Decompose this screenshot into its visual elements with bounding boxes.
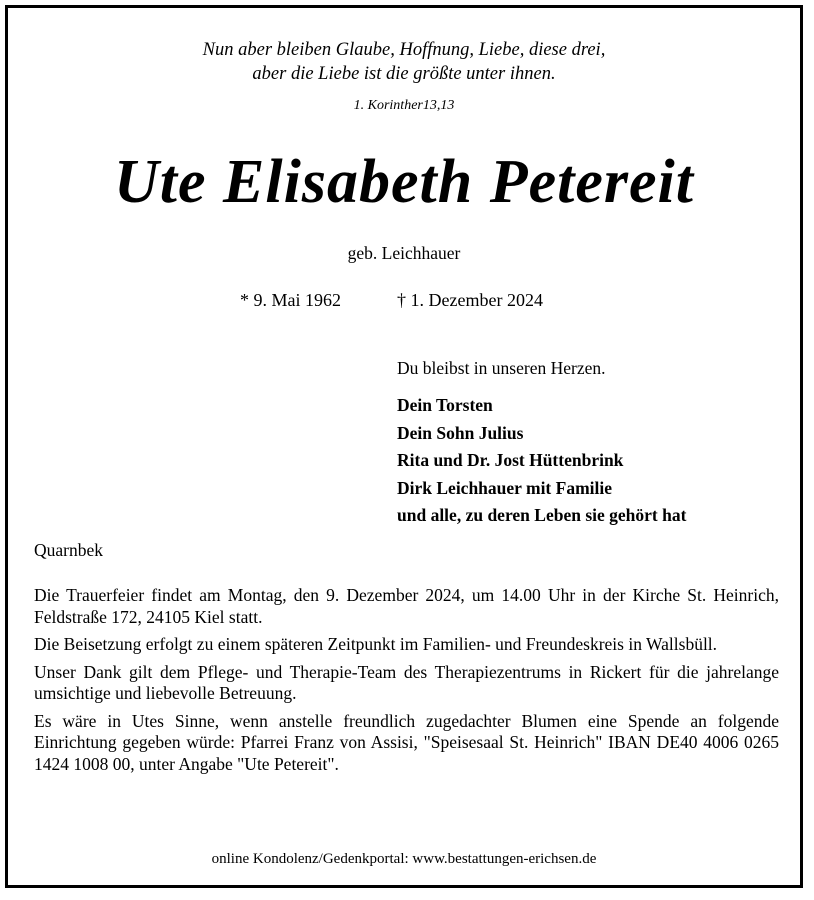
deceased-name: Ute Elisabeth Petereit xyxy=(114,148,694,216)
mourner-name: Dein Torsten xyxy=(397,395,493,415)
quote-line-1: Nun aber bleiben Glaube, Hoffnung, Liebe, diese drei, xyxy=(202,40,606,60)
maiden-name: geb. Leichhauer xyxy=(347,243,461,263)
bible-quote xyxy=(8,38,800,86)
paragraph-donation: Es wäre in Utes Sinne, wenn anstelle freundlich zugedachter Blumen eine Spende an folgende Einrichtung gegeben würde: Pfarrei Franz von Assisi, "Speisesaal St. Heinrich" IBAN DE40 4006 0265 1424 1008 00, unter Angabe "Ute Petereit". xyxy=(34,710,779,774)
mourner-name: Dirk Leichhauer mit Familie xyxy=(397,477,612,498)
paragraph-ceremony: Die Trauerfeier findet am Montag, den 9. Dezember 2024, um 14.00 Uhr in der Kirche St. Heinrich, Feldstraße 172, 24105 Kiel statt. xyxy=(34,585,779,627)
funeral-details xyxy=(34,585,779,775)
quote-line-2: aber die Liebe ist die größte unter ihnen. xyxy=(252,64,556,84)
condolence-portal: online Kondolenz/Gedenkportal: www.bestattungen-erichsen.de xyxy=(211,851,597,867)
mourners-intro: Du bleibst in unseren Herzen. xyxy=(397,358,606,378)
mourner-name: Rita und Dr. Jost Hüttenbrink xyxy=(397,450,624,470)
birth-date: * 9. Mai 1962 xyxy=(240,290,341,310)
death-date: † 1. Dezember 2024 xyxy=(397,290,543,310)
quote-reference: 1. Korinther13,13 xyxy=(353,98,455,113)
obituary-frame xyxy=(5,5,803,888)
mourner-name: Dein Sohn Julius xyxy=(397,422,524,443)
paragraph-burial: Die Beisetzung erfolgt zu einem späteren Zeitpunkt im Familien- und Freundeskreis in Wallsbüll. xyxy=(34,634,718,654)
mourners-list xyxy=(397,392,686,530)
place-name: Quarnbek xyxy=(34,540,104,560)
paragraph-thanks: Unser Dank gilt dem Pflege- und Therapie-Team des Therapiezentrums in Rickert für die jahrelange umsichtige und liebevolle Betreuung. xyxy=(34,661,779,703)
mourner-name: und alle, zu deren Leben sie gehört hat xyxy=(397,505,687,525)
